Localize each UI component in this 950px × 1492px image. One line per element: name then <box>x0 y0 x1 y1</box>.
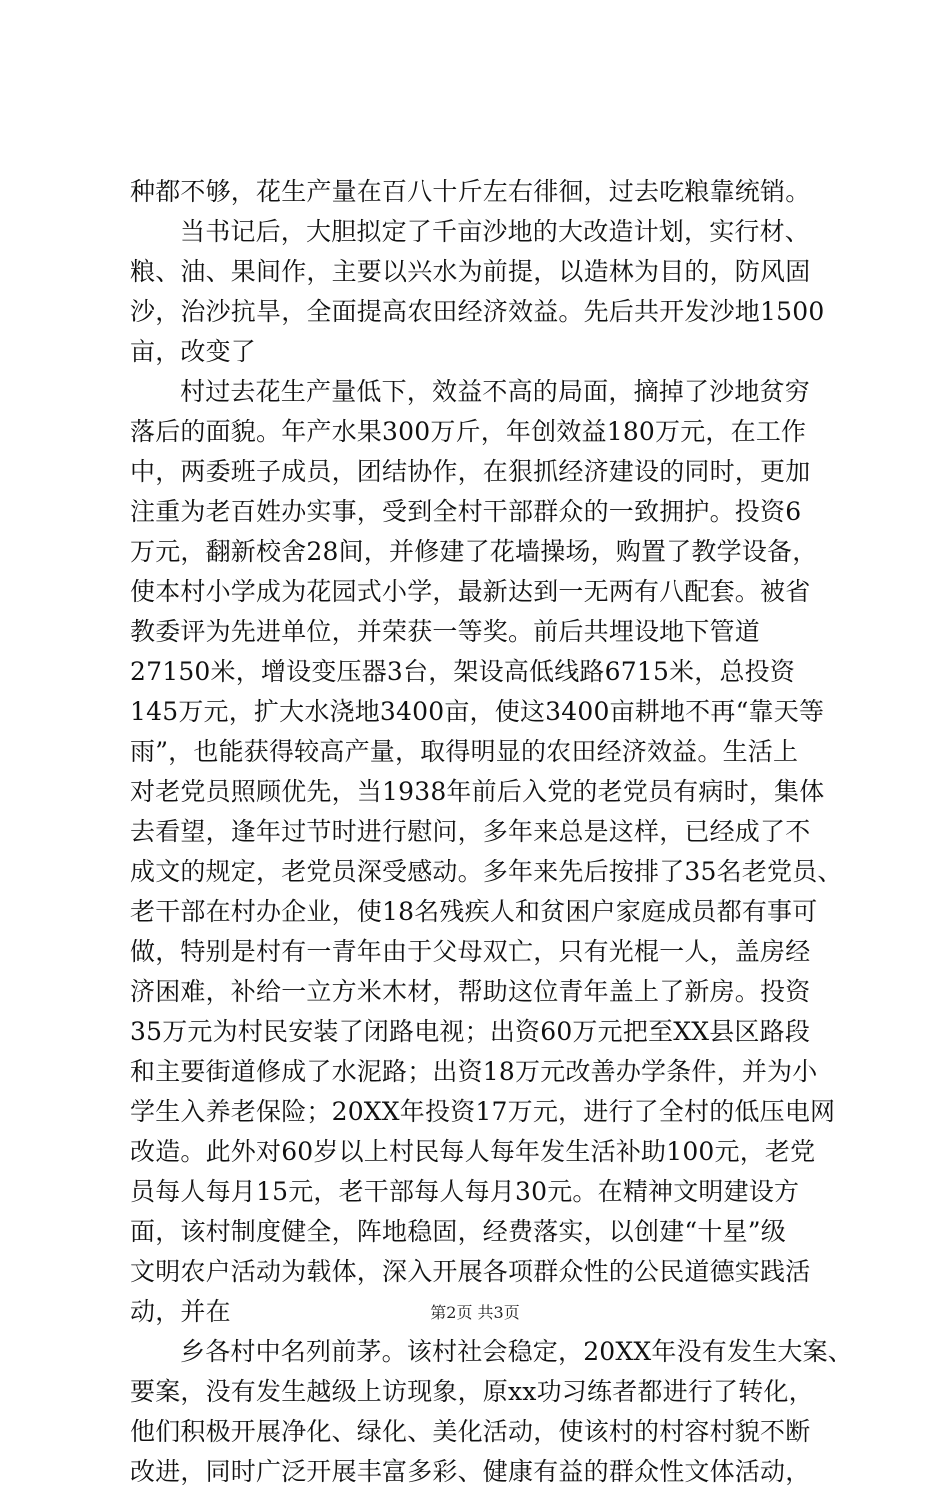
text-line: 使本村小学成为花园式小学，最新达到一无两有八配套。被省 <box>130 577 811 606</box>
text-line: 济困难，补给一立方米木材，帮助这位青年盖上了新房。投资 <box>130 977 811 1006</box>
text-line: 种都不够，花生产量在百八十斤左右徘徊，过去吃粮靠统销。 <box>130 177 811 206</box>
text-line: 雨”，也能获得较高产量，取得明显的农田经济效益。生活上 <box>130 737 799 766</box>
text-line: 面，该村制度健全，阵地稳固，经费落实，以创建“十星”级 <box>130 1217 786 1246</box>
text-line: 员每人每月15元，老干部每人每月30元。在精神文明建设方 <box>130 1177 800 1206</box>
text-line: 乡各村中名列前茅。该村社会稳定，20XX年没有发生大案、 <box>180 1337 854 1366</box>
text-line: 做，特别是村有一青年由于父母双亡，只有光棍一人，盖房经 <box>130 937 811 966</box>
text-line: 落后的面貌。年产水果300万斤，年创效益180万元，在工作 <box>130 417 807 446</box>
text-line: 145万元，扩大水浇地3400亩，使这3400亩耕地不再“靠天等 <box>130 697 825 726</box>
text-line: 中，两委班子成员，团结协作，在狠抓经济建设的同时，更加 <box>130 457 811 486</box>
text-line: 改造。此外对60岁以上村民每人每年发生活补助100元，老党 <box>130 1137 816 1166</box>
text-line: 对老党员照顾优先，当1938年前后入党的老党员有病时，集体 <box>130 777 825 806</box>
text-line: 要案，没有发生越级上访现象，原xx功习练者都进行了转化， <box>130 1377 814 1406</box>
text-line: 和主要街道修成了水泥路；出资18万元改善办学条件，并为小 <box>130 1057 818 1086</box>
text-line: 文明农户活动为载体，深入开展各项群众性的公民道德实践活 <box>130 1257 811 1286</box>
text-line: 学生入养老保险；20XX年投资17万元，进行了全村的低压电网 <box>130 1097 836 1126</box>
text-line: 亩，改变了 <box>130 337 257 366</box>
text-line: 成文的规定，老党员深受感动。多年来先后按排了35名老党员、 <box>130 857 843 886</box>
text-line: 沙，治沙抗旱，全面提高农田经济效益。先后共开发沙地1500 <box>130 297 825 326</box>
text-line: 动，并在 <box>130 1297 231 1326</box>
page-footer: 第2页 共3页 <box>430 1303 520 1322</box>
text-line: 他们积极开展净化、绿化、美化活动，使该村的村容村貌不断 <box>130 1417 811 1446</box>
text-line: 粮、油、果间作，主要以兴水为前提，以造林为目的，防风固 <box>130 257 811 286</box>
text-line: 老干部在村办企业，使18名残疾人和贫困户家庭成员都有事可 <box>130 897 818 926</box>
text-line: 去看望，逢年过节时进行慰问，多年来总是这样，已经成了不 <box>130 817 811 846</box>
text-line: 当书记后，大胆拟定了千亩沙地的大改造计划，实行材、 <box>180 217 811 246</box>
text-line: 万元，翻新校舍28间，并修建了花墙操场，购置了教学设备， <box>130 537 818 566</box>
text-line: 村过去花生产量低下，效益不高的局面，摘掉了沙地贫穷 <box>180 377 811 406</box>
text-line: 27150米，增设变压器3台，架设高低线路6715米，总投资 <box>130 657 796 686</box>
text-line: 35万元为村民安装了闭路电视；出资60万元把至XX县区路段 <box>130 1017 811 1046</box>
text-line: 改进，同时广泛开展丰富多彩、健康有益的群众性文体活动， <box>130 1457 811 1486</box>
text-line: 教委评为先进单位，并荣获一等奖。前后共埋设地下管道 <box>130 617 761 646</box>
text-line: 注重为老百姓办实事，受到全村干部群众的一致拥护。投资6 <box>130 497 802 526</box>
